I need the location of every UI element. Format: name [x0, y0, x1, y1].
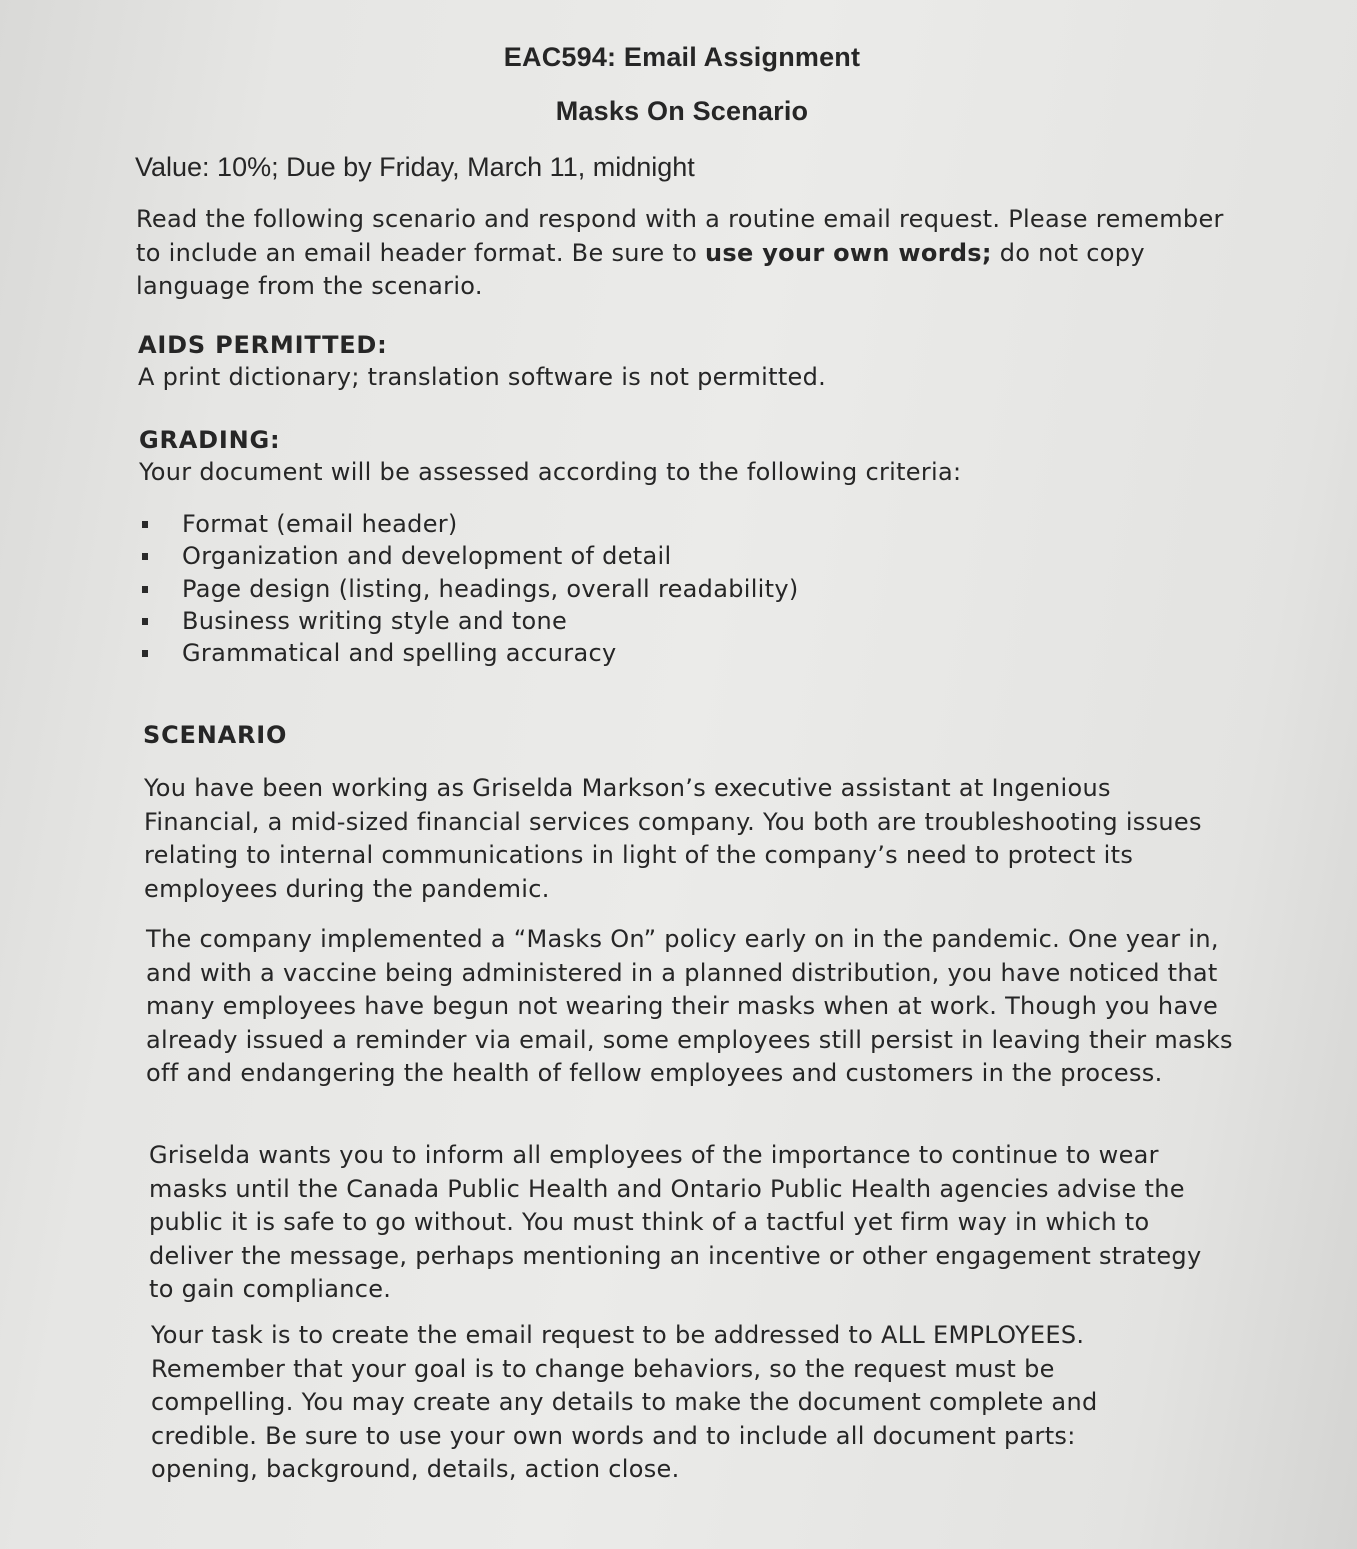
criteria-item: Organization and development of detail	[140, 540, 799, 572]
document-title: EAC594: Email Assignment	[503, 42, 861, 72]
bullet-icon	[142, 618, 148, 625]
intro-text-after: do not copy language from the scenario.	[136, 238, 1145, 300]
scenario-paragraph-1: You have been working as Griselda Markson’s executive assistant at Ingenious Financial, a mid-sized financial services company. You both are troubleshooting issues relating to internal communications in light of the company’s need to protect its employees during the pandemic.	[144, 774, 1202, 903]
scenario-paragraph-2: The company implemented a “Masks On” policy early on in the pandemic. One year in, and with a vaccine being administered in a planned distribution, you have noticed that many employees have begun not wearing their masks when at work. Though you have already issued a reminder via email, some employees still persist in leaving their masks off and endangering the health of fellow employees and customers in the process.	[146, 925, 1233, 1087]
intro-text-before: Read the following scenario and respond with a routine email request. Please remember to include an email header format. Be sure to	[136, 205, 1224, 267]
grading-text: Your document will be assessed according to the following criteria:	[139, 458, 962, 486]
scenario-paragraph-3: Griselda wants you to inform all employees of the importance to continue to wear masks until the Canada Public Health and Ontario Public Health agencies advise the public it is safe to go without. You must think of a tactful yet firm way in which to deliver the message, perhaps mentioning an incentive or other engagement strategy to gain compliance.	[149, 1141, 1202, 1303]
document-subtitle: Masks On Scenario	[555, 96, 809, 126]
aids-text: A print dictionary; translation software is not permitted.	[138, 363, 827, 391]
bullet-icon	[142, 650, 148, 657]
bullet-icon	[142, 586, 148, 593]
intro-paragraph	[136, 203, 1246, 304]
aids-heading: AIDS PERMITTED:	[138, 331, 388, 359]
intro-emphasis: use your own words;	[705, 238, 992, 267]
criteria-item: Business writing style and tone	[140, 605, 799, 637]
scenario-heading: SCENARIO	[143, 721, 288, 749]
criteria-list	[140, 508, 799, 669]
criteria-item: Grammatical and spelling accuracy	[140, 637, 799, 669]
criteria-item: Format (email header)	[140, 508, 799, 540]
value-due-line: Value: 10%; Due by Friday, March 11, midnight	[135, 152, 695, 182]
grading-heading: GRADING:	[139, 426, 281, 454]
scenario-paragraph-4: Your task is to create the email request to be addressed to ALL EMPLOYEES. Remember that your goal is to change behaviors, so the request must be compelling. You may create any details to make the document complete and credible. Be sure to use your own words and to include all document parts: opening, background, details, action close.	[151, 1321, 1098, 1483]
bullet-icon	[142, 553, 148, 560]
criteria-item: Page design (listing, headings, overall readability)	[140, 573, 799, 605]
bullet-icon	[142, 521, 148, 528]
